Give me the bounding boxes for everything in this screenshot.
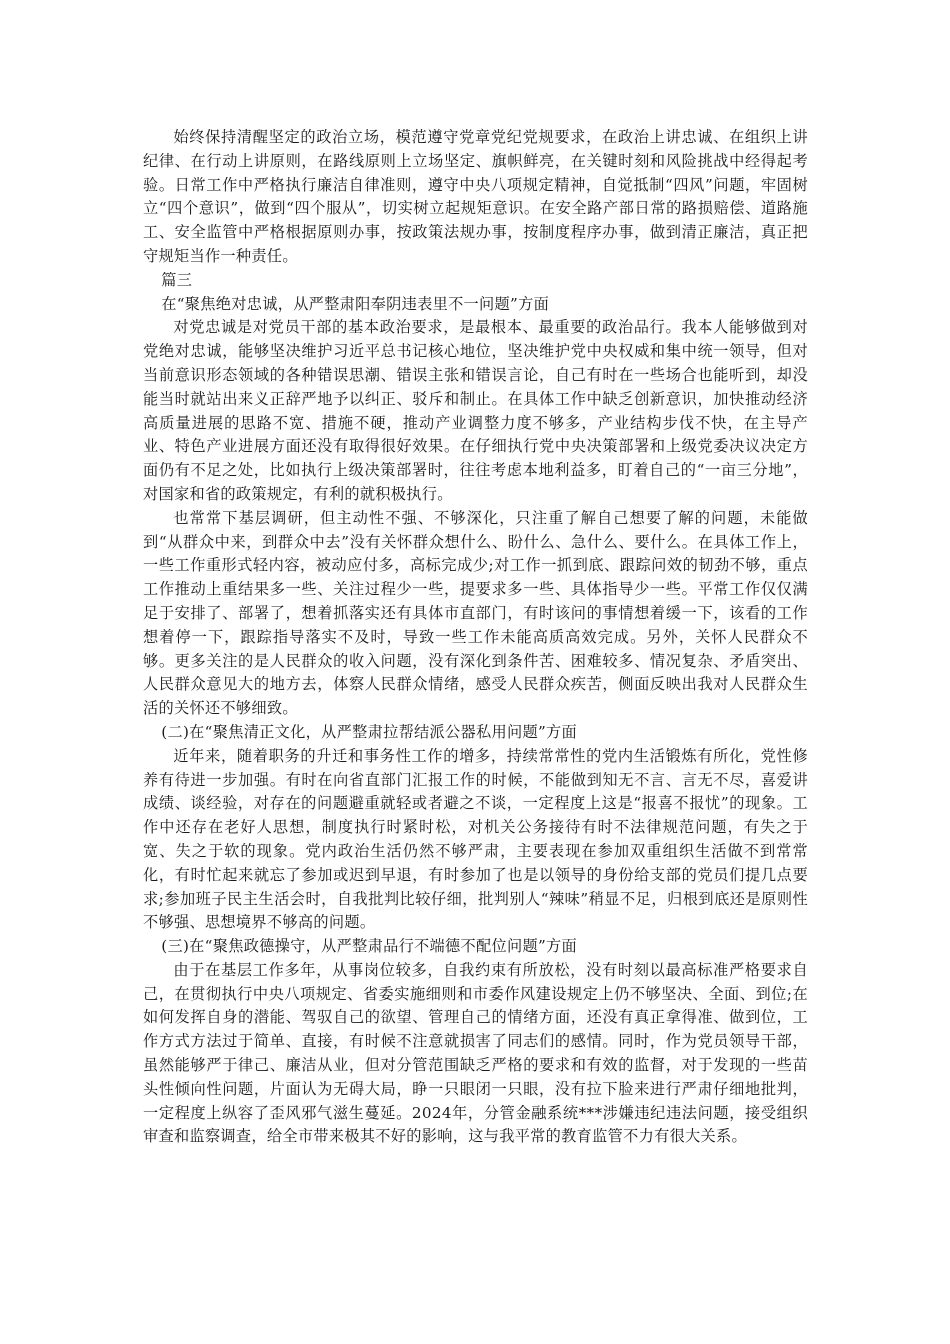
paragraph-ethics: 由于在基层工作多年，从事岗位较多，自我约束有所放松，没有时刻以最高标准严格要求自己，在贯彻执行中央八项规定、省委实施细则和市委作风建设规定上仍不够坚决、全面、到位;在如何发挥自身的潜能、驾驭自己的欲望、管理自己的情绪方面，还没有真正拿得准、做到位，工作方式方法过于简单、直接，有时候不注意就损害了同志们的感情。同时，作为党员领导干部，虽然能够严于律己、廉洁从业，但对分管范围缺乏严格的要求和有效的监督，对于发现的一些苗头性倾向性问题，片面认为无碍大局，睁一只眼闭一只眼，没有拉下脸来进行严肃仔细地批判，一定程度上纵容了歪风邪气滋生蔓延。2024年，分管金融系统***涉嫌违纪违法问题，接受组织审查和监察调查，给全市带来极其不好的影响，这与我平常的教育监管不力有很大关系。 (143, 960, 808, 1146)
heading-3: (三)在“聚焦政德操守，从严整肃品行不端德不配位问题”方面 (161, 937, 578, 956)
section-label: 篇三 (161, 270, 193, 289)
paragraph-research: 也常常下基层调研，但主动性不强、不够深化，只注重了解自己想要了解的问题，未能做到“从群众中来，到群众中去”没有关怀群众想什么、盼什么、急什么、要什么。在具体工作上，一些工作重形式轻内容，被动应付多，高标完成少;对工作一抓到底、跟踪问效的韧劲不够，重点工作推动上重结果多一些、关注过程少一些，提要求多一些、具体指导少一些。平常工作仅仅满足于安排了、部署了，想着抓落实还有具体市直部门，有时该问的事情想着缓一下，该看的工作想着停一下，跟踪指导落实不及时，导致一些工作未能高质高效完成。另外，关怀人民群众不够。更多关注的是人民群众的收入问题，没有深化到条件苦、困难较多、情况复杂、矛盾突出、人民群众意见大的地方去，体察人民群众情绪，感受人民群众疾苦，侧面反映出我对人民群众生活的关怀还不够细致。 (143, 508, 808, 718)
document-body (143, 126, 808, 1149)
paragraph-loyalty: 对党忠诚是对党员干部的基本政治要求，是最根本、最重要的政治品行。我本人能够做到对党绝对忠诚，能够坚决维护习近平总书记核心地位，坚决维护党中央权威和集中统一领导，但对当前意识形态领域的各种错误思潮、错误主张和错误言论，自己有时在一些场合也能听到，却没能当时就站出来义正辞严地予以纠正、驳斥和制止。在具体工作中缺乏创新意识，加快推动经济高质量进展的思路不宽、措施不硬，推动产业调整力度不够多，产业结构步伐不快，在主导产业、特色产业进展方面还没有取得很好效果。在仔细执行党中央决策部署和上级党委决议决定方面仍有不足之处，比如执行上级决策部署时，往往考虑本地利益多，盯着自己的“一亩三分地”，对国家和省的政策规定，有利的就积极执行。 (143, 318, 808, 503)
paragraph-opening: 始终保持清醒坚定的政治立场，模范遵守党章党纪党规要求，在政治上讲忠诚、在组织上讲纪律、在行动上讲原则，在路线原则上立场坚定、旗帜鲜亮，在关键时刻和风险挑战中经得起考验。日常工作中严格执行廉洁自律准则，遵守中央八项规定精神，自觉抵制“四风”问题，牢固树立“四个意识”，做到“四个服从”，切实树立起规矩意识。在安全路产部日常的路损赔偿、道路施工、安全监管中严格根据原则办事，按政策法规办事，按制度程序办事，做到清正廉洁，真正把守规矩当作一种责任。 (143, 128, 808, 265)
heading-2: (二)在“聚焦清正文化，从严整肃拉帮结派公器私用问题”方面 (161, 722, 578, 741)
heading-1: 在“聚焦绝对忠诚，从严整肃阳奉阴违表里不一问题”方面 (161, 294, 550, 313)
paragraph-culture: 近年来，随着职务的升迁和事务性工作的增多，持续常常性的党内生活锻炼有所化，党性修养有待进一步加强。有时在向省直部门汇报工作的时候，不能做到知无不言、言无不尽，喜爱讲成绩、谈经验，对存在的问题避重就轻或者避之不谈，一定程度上这是“报喜不报忧”的现象。工作中还存在老好人思想，制度执行时紧时松，对机关公务接待有时不法律规范问题，有失之于宽、失之于软的现象。党内政治生活仍然不够严肃，主要表现在参加双重组织生活做不到常常化，有时忙起来就忘了参加或迟到早退，有时参加了也是以领导的身份给支部的党员们提几点要求;参加班子民主生活会时，自我批判比较仔细，批判别人“辣味”稍显不足，归根到底还是原则性不够强、思想境界不够高的问题。 (143, 746, 808, 932)
